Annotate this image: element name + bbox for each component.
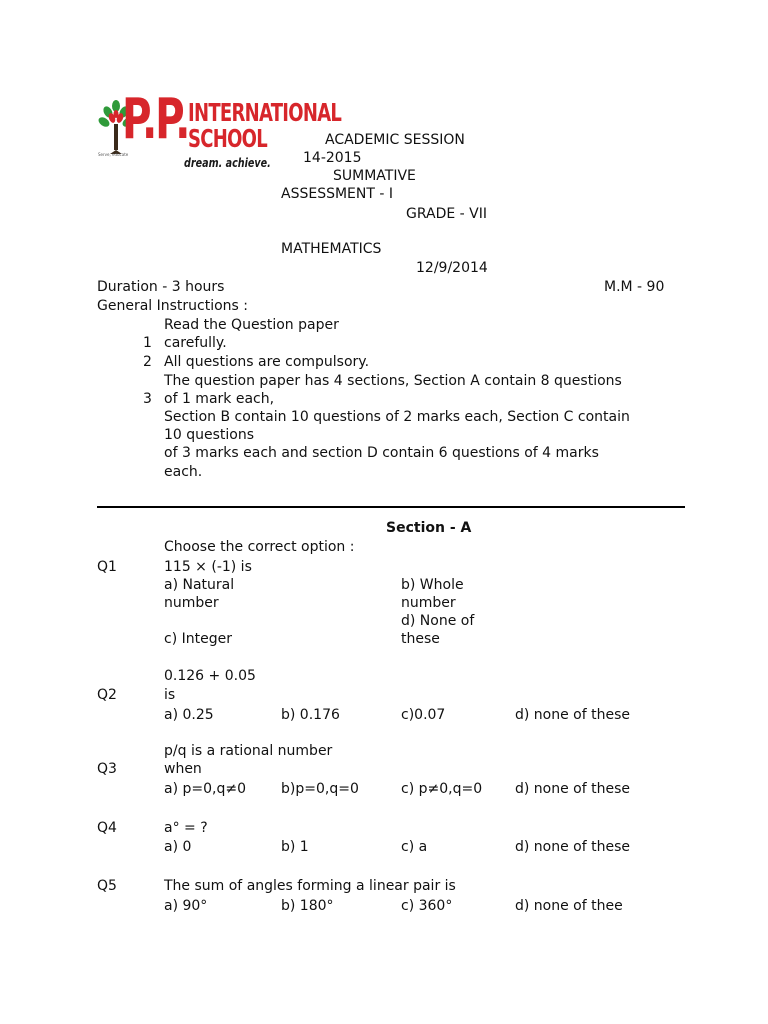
q3-option-a: a) p=0,q≠0 (164, 781, 246, 797)
q2-option-a: a) 0.25 (164, 707, 214, 723)
q1-option-d-cont: these (401, 631, 440, 647)
logo-international: INTERNATIONAL (188, 98, 342, 127)
q1-text: 115 × (-1) is (164, 559, 252, 575)
q2-number: Q2 (97, 687, 117, 703)
q4-option-c: c) a (401, 839, 428, 855)
divider (97, 506, 685, 508)
grade-label: GRADE - VII (406, 206, 487, 222)
instruction-number: 1 (143, 335, 152, 351)
q1-option-b-cont: number (401, 595, 456, 611)
instruction-line: each. (164, 464, 203, 480)
q1-option-d: d) None of (401, 613, 475, 629)
instruction-line: Read the Question paper (164, 317, 339, 333)
instruction-line: 10 questions (164, 427, 255, 443)
logo-school: SCHOOL (188, 124, 267, 153)
instruction-line: All questions are compulsory. (164, 354, 370, 370)
duration-label: Duration - 3 hours (97, 279, 225, 295)
q4-number: Q4 (97, 820, 117, 836)
q3-option-d: d) none of these (515, 781, 631, 797)
q3-number: Q3 (97, 761, 117, 777)
q3-text: p/q is a rational number (164, 743, 333, 759)
instruction-line: The question paper has 4 sections, Section A contain 8 questions (164, 373, 622, 389)
subject-label: MATHEMATICS (281, 241, 382, 257)
q3-option-b: b)p=0,q=0 (281, 781, 359, 797)
q2-option-d: d) none of these (515, 707, 631, 723)
logo-pp: P.P. (122, 87, 189, 152)
q3-text-cont: when (164, 761, 202, 777)
q1-option-a-cont: number (164, 595, 219, 611)
q1-number: Q1 (97, 559, 117, 575)
instruction-number: 2 (143, 354, 152, 370)
logo-tagline: dream. achieve. (184, 156, 271, 170)
instruction-line: of 3 marks each and section D contain 6 questions of 4 marks (164, 445, 599, 461)
instruction-line: of 1 mark each, (164, 391, 275, 407)
q5-option-d: d) none of thee (515, 898, 623, 914)
section-title: Section - A (386, 520, 472, 536)
q5-option-b: b) 180° (281, 898, 334, 914)
q1-option-a: a) Natural (164, 577, 235, 593)
q5-text: The sum of angles forming a linear pair is (164, 878, 456, 894)
q1-option-c: c) Integer (164, 631, 232, 647)
q2-text-cont: is (164, 687, 176, 703)
assessment-number: ASSESSMENT - I (281, 186, 393, 202)
q4-option-b: b) 1 (281, 839, 309, 855)
instruction-number: 3 (143, 391, 152, 407)
academic-session-label: ACADEMIC SESSION (325, 132, 465, 148)
academic-session-years: 14-2015 (303, 150, 362, 166)
q3-option-c: c) p≠0,q=0 (401, 781, 483, 797)
q4-option-d: d) none of these (515, 839, 631, 855)
q5-number: Q5 (97, 878, 117, 894)
logo-small-text: Serve, educate (98, 152, 129, 157)
q1-prompt: Choose the correct option : (164, 539, 355, 555)
exam-date: 12/9/2014 (416, 260, 488, 276)
q2-option-b: b) 0.176 (281, 707, 340, 723)
q1-option-b: b) Whole (401, 577, 464, 593)
q4-option-a: a) 0 (164, 839, 192, 855)
max-marks-label: M.M - 90 (604, 279, 665, 295)
instructions-title: General Instructions : (97, 298, 249, 314)
q4-text: a° = ? (164, 820, 208, 836)
q5-option-c: c) 360° (401, 898, 453, 914)
assessment-label: SUMMATIVE (333, 168, 416, 184)
q2-text: 0.126 + 0.05 (164, 668, 256, 684)
instruction-line: carefully. (164, 335, 227, 351)
q5-option-a: a) 90° (164, 898, 208, 914)
instruction-line: Section B contain 10 questions of 2 marks each, Section C contain (164, 409, 630, 425)
q2-option-c: c)0.07 (401, 707, 446, 723)
